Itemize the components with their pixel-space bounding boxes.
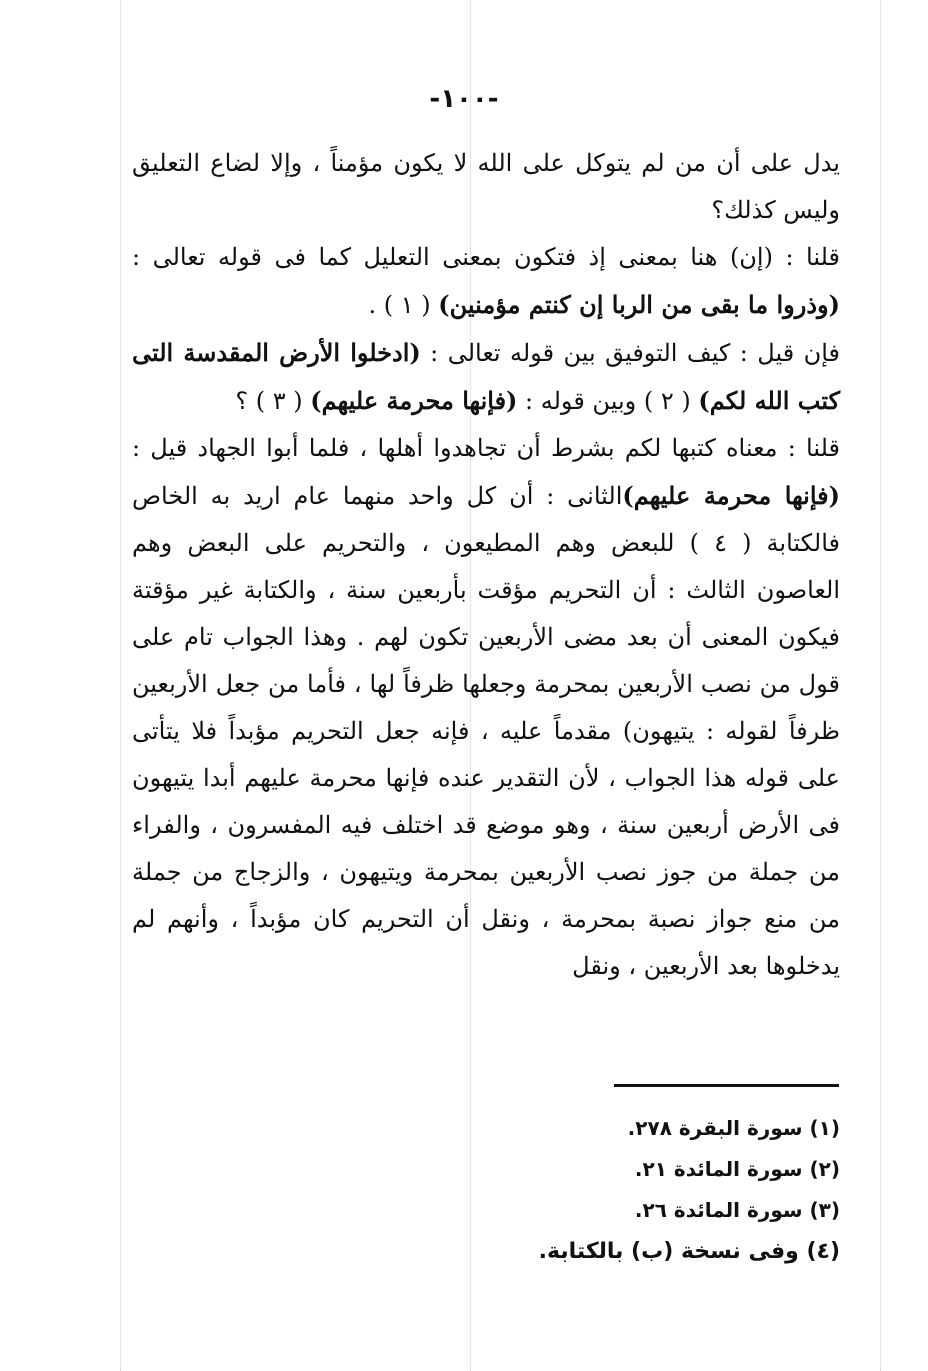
paragraph-1	[132, 140, 840, 234]
quran-quote: (فإنها محرمة عليهم)	[310, 386, 518, 415]
paragraph-2	[132, 234, 840, 329]
quran-quote: (وذروا ما بقى من الربا إن كنتم مؤمنين)	[438, 290, 840, 319]
paragraph-2-tail: ( ١ ) .	[368, 291, 439, 319]
footnote-3: (٣) سورة المائدة ٢٦.	[634, 1198, 840, 1222]
paragraph-3-lead: فإن قيل : كيف التوفيق بين قوله تعالى :	[420, 339, 841, 367]
paragraph-3	[132, 329, 840, 425]
scan-guide-line	[120, 0, 121, 1371]
scan-guide-line	[880, 0, 881, 1371]
paragraph-4-tail: الثانى : أن كل واحد منهما عام اريد به الخاص فالكتابة ( ٤ ) للبعض وهم المطيعون ، والتحريم على البعض وهم العاصون الثالث : أن التحريم مؤقت بأربعين سنة ، والكتابة غير مؤقتة فيكون المعنى أن بعد مضى الأربعين تكون لهم . وهذا الجواب تام على قول من نصب الأربعين بمحرمة وجعلها ظرفاً لها ، فأما من جعل الأربعين ظرفاً لقوله : يتيهون) مقدماً عليه ، فإنه جعل التحريم مؤبداً فلا يتأتى على قوله هذا الجواب ، لأن التقدير عنده فإنها محرمة عليهم أبدا يتيهون فى الأرض أربعين سنة ، وهو موضع قد اختلف فيه المفسرون ، والفراء من جملة من جوز نصب الأربعين بمحرمة ويتيهون ، والزجاج من جملة من منع جواز نصبة بمحرمة ، ونقل أن التحريم كان مؤبداً ، وأنهم لم يدخلوها بعد الأربعين ، ونقل	[132, 482, 841, 980]
paragraph-3-middle: ( ٢ ) وبين قوله :	[517, 387, 699, 415]
quran-quote: (فإنها محرمة عليهم)	[622, 481, 840, 510]
paragraph-3-tail: ( ٣ ) ؟	[235, 387, 311, 415]
footnote-1: (١) سورة البقرة ٢٧٨.	[627, 1116, 840, 1140]
paragraph-4-lead: قلنا : معناه كتبها لكم بشرط أن تجاهدوا أهلها ، فلما أبوا الجهاد قيل :	[132, 434, 840, 462]
page-number: -١٠٠-	[429, 84, 499, 114]
paragraph-4	[132, 425, 840, 990]
footnote-2: (٢) سورة المائدة ٢١.	[634, 1157, 840, 1181]
footnote-4: (٤) وفى نسخة (ب) بالكتابة.	[538, 1239, 840, 1264]
paragraph-1-text: يدل على أن من لم يتوكل على الله لا يكون مؤمناً ، وإلا لضاع التعليق وليس كذلك؟	[132, 149, 840, 224]
footnote-divider	[614, 1084, 839, 1087]
quran-quote: (ادخلوا الأرض المقدسة التى كتب الله لكم)	[132, 338, 840, 415]
footnotes	[132, 1108, 840, 1272]
paragraph-2-lead: قلنا : (إن) هنا بمعنى إذ فتكون بمعنى التعليل كما فى قوله تعالى :	[132, 243, 840, 271]
main-text	[132, 140, 840, 990]
